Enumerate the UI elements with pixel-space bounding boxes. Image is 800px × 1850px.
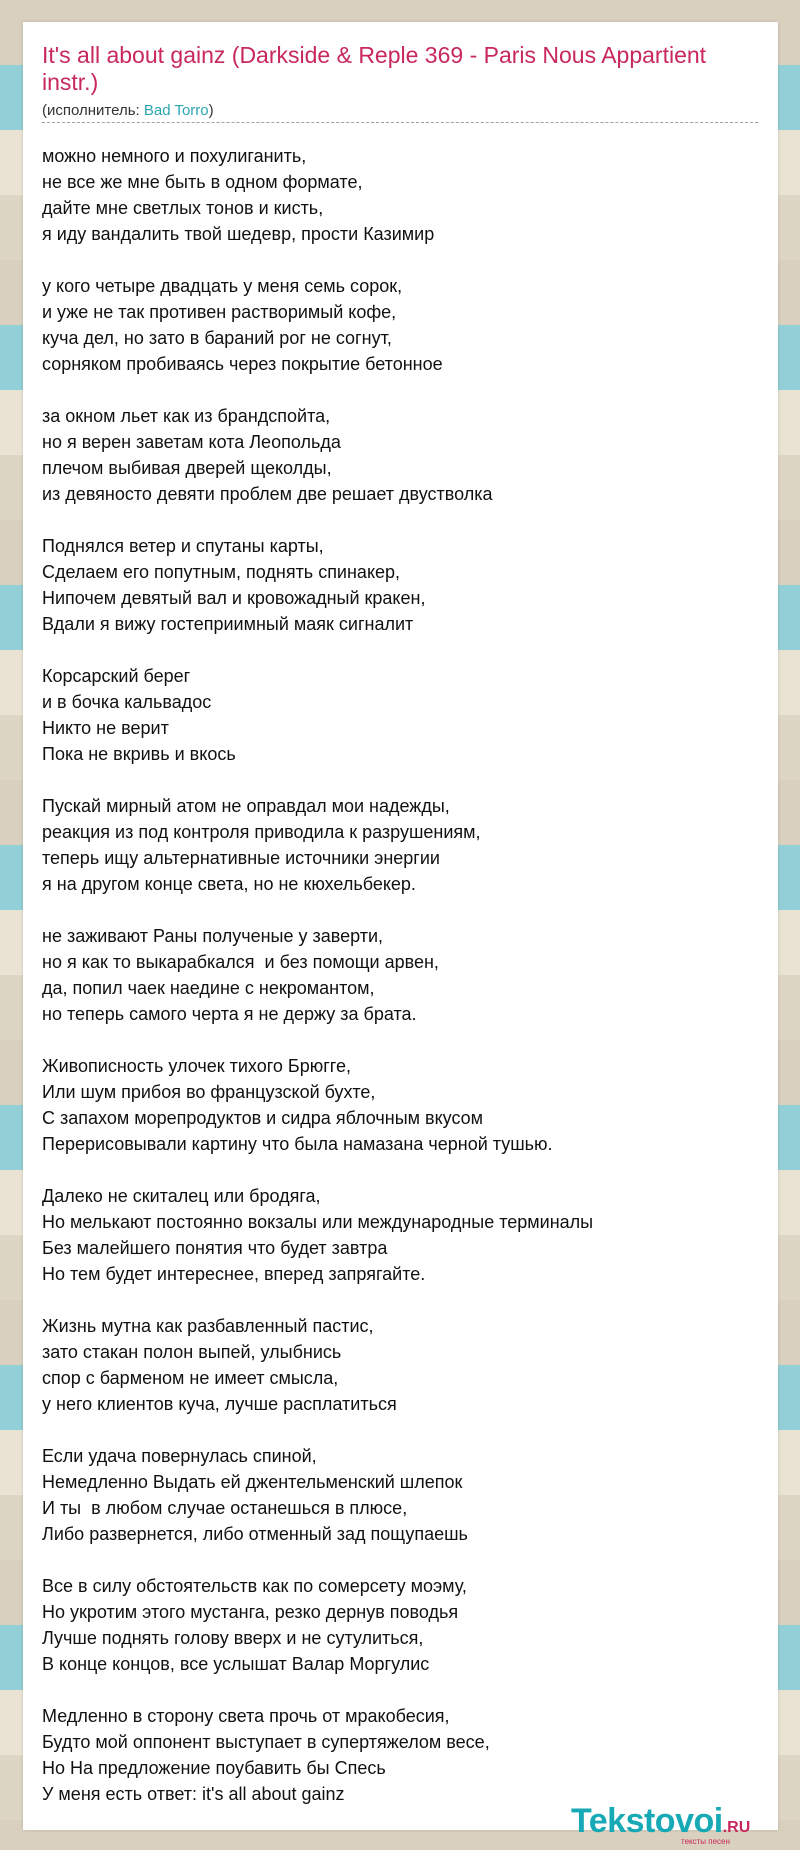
lyric-line: плечом выбивая дверей щеколды, bbox=[42, 458, 332, 478]
lyric-line: я иду вандалить твой шедевр, прости Казимир bbox=[42, 224, 435, 244]
lyric-line: куча дел, но зато в бараний рог не согнут, bbox=[42, 328, 392, 348]
lyric-line: В конце концов, все услышат Валар Моргулис bbox=[42, 1654, 430, 1674]
lyric-line: спор с барменом не имеет смысла, bbox=[42, 1368, 339, 1388]
logo-tagline: тексты песен bbox=[681, 1837, 730, 1846]
lyric-line: не все же мне быть в одном формате, bbox=[42, 172, 363, 192]
stanza-gap bbox=[42, 1157, 762, 1183]
lyric-line: сорняком пробиваясь через покрытие бетонное bbox=[42, 354, 443, 374]
stanza-gap bbox=[42, 507, 762, 533]
performer-prefix: (исполнитель: bbox=[42, 102, 144, 119]
song-title: It's all about gainz (Darkside & Reple 369 - Paris Nous Appartient instr.) bbox=[42, 42, 707, 95]
lyrics-body bbox=[42, 143, 762, 1807]
performer-line bbox=[42, 102, 214, 120]
lyric-line: у кого четыре двадцать у меня семь сорок, bbox=[42, 276, 403, 296]
stanza-gap bbox=[42, 1547, 762, 1573]
lyric-line: Далеко не скиталец или бродяга, bbox=[42, 1186, 321, 1206]
stanza-gap bbox=[42, 1417, 762, 1443]
performer-suffix: ) bbox=[208, 102, 214, 119]
lyric-line: Все в силу обстоятельств как по сомерсету моэму, bbox=[42, 1576, 467, 1596]
lyric-line: Но На предложение поубавить бы Спесь bbox=[42, 1758, 386, 1778]
lyric-line: Без малейшего понятия что будет завтра bbox=[42, 1238, 388, 1258]
lyric-line: Сделаем его попутным, поднять спинакер, bbox=[42, 562, 401, 582]
lyric-line: У меня есть ответ: it's all about gainz bbox=[42, 1784, 345, 1804]
lyric-line: Поднялся ветер и спутаны карты, bbox=[42, 536, 324, 556]
lyric-line: Или шум прибоя во французской бухте, bbox=[42, 1082, 376, 1102]
lyric-line: зато стакан полон выпей, улыбнись bbox=[42, 1342, 342, 1362]
lyric-line: И ты в любом случае останешься в плюсе, bbox=[42, 1498, 408, 1518]
lyric-line: реакция из под контроля приводила к разрушениям, bbox=[42, 822, 481, 842]
lyric-line: Но мелькают постоянно вокзалы или международные терминалы bbox=[42, 1212, 594, 1232]
title-divider bbox=[42, 122, 758, 123]
lyric-line: но теперь самого черта я не держу за брата. bbox=[42, 1004, 417, 1024]
lyric-line: и в бочка кальвадос bbox=[42, 692, 212, 712]
stanza-gap bbox=[42, 377, 762, 403]
logo-tld: .RU bbox=[722, 1819, 751, 1836]
lyric-line: но я верен заветам кота Леопольда bbox=[42, 432, 341, 452]
stanza-gap bbox=[42, 897, 762, 923]
lyric-line: Корсарский берег bbox=[42, 666, 191, 686]
stanza-gap bbox=[42, 1677, 762, 1703]
lyric-line: Но тем будет интереснее, вперед запрягайте. bbox=[42, 1264, 426, 1284]
lyric-line: Пока не вкривь и вкось bbox=[42, 744, 236, 764]
lyric-line: за окном льет как из брандспойта, bbox=[42, 406, 331, 426]
lyric-line: Немедленно Выдать ей джентельменский шлепок bbox=[42, 1472, 463, 1492]
lyric-line: Если удача повернулась спиной, bbox=[42, 1446, 317, 1466]
stanza-gap bbox=[42, 1287, 762, 1313]
lyrics-card bbox=[23, 22, 778, 1846]
stanza-gap bbox=[42, 247, 762, 273]
lyric-line: Перерисовывали картину что была намазана черной тушью. bbox=[42, 1134, 553, 1154]
lyric-line: С запахом морепродуктов и сидра яблочным вкусом bbox=[42, 1108, 484, 1128]
site-logo[interactable] bbox=[571, 1802, 771, 1846]
lyric-line: Никто не верит bbox=[42, 718, 169, 738]
stanza-gap bbox=[42, 637, 762, 663]
lyric-line: Вдали я вижу гостеприимный маяк сигналит bbox=[42, 614, 414, 634]
lyric-line: из девяносто девяти проблем две решает двустволка bbox=[42, 484, 493, 504]
lyric-line: дайте мне светлых тонов и кисть, bbox=[42, 198, 324, 218]
lyric-line: я на другом конце света, но не кюхельбекер. bbox=[42, 874, 416, 894]
lyric-line: Будто мой оппонент выступает в супертяжелом весе, bbox=[42, 1732, 490, 1752]
logo-text: Tekstovoi bbox=[571, 1802, 723, 1840]
lyric-line: Жизнь мутна как разбавленный пастис, bbox=[42, 1316, 374, 1336]
lyric-line: да, попил чаек наедине с некромантом, bbox=[42, 978, 375, 998]
lyric-line: Либо развернется, либо отменный зад пощупаешь bbox=[42, 1524, 468, 1544]
lyric-line: Нипочем девятый вал и кровожадный кракен, bbox=[42, 588, 426, 608]
lyric-line: Но укротим этого мустанга, резко дернув поводья bbox=[42, 1602, 459, 1622]
stanza-gap bbox=[42, 1027, 762, 1053]
lyric-line: можно немного и похулиганить, bbox=[42, 146, 307, 166]
lyric-line: и уже не так противен растворимый кофе, bbox=[42, 302, 397, 322]
lyric-line: у него клиентов куча, лучше расплатиться bbox=[42, 1394, 397, 1414]
stanza-gap bbox=[42, 767, 762, 793]
lyric-line: но я как то выкарабкался и без помощи арвен, bbox=[42, 952, 439, 972]
lyric-line: Пускай мирный атом не оправдал мои надежды, bbox=[42, 796, 450, 816]
lyric-line: Лучше поднять голову вверх и не сутулиться, bbox=[42, 1628, 424, 1648]
artist-link[interactable]: Bad Torro bbox=[143, 102, 209, 119]
lyric-line: Живописность улочек тихого Брюгге, bbox=[42, 1056, 351, 1076]
lyric-line: не заживают Раны полученые у заверти, bbox=[42, 926, 384, 946]
lyric-line: теперь ищу альтернативные источники энергии bbox=[42, 848, 440, 868]
lyric-line: Медленно в сторону света прочь от мракобесия, bbox=[42, 1706, 450, 1726]
